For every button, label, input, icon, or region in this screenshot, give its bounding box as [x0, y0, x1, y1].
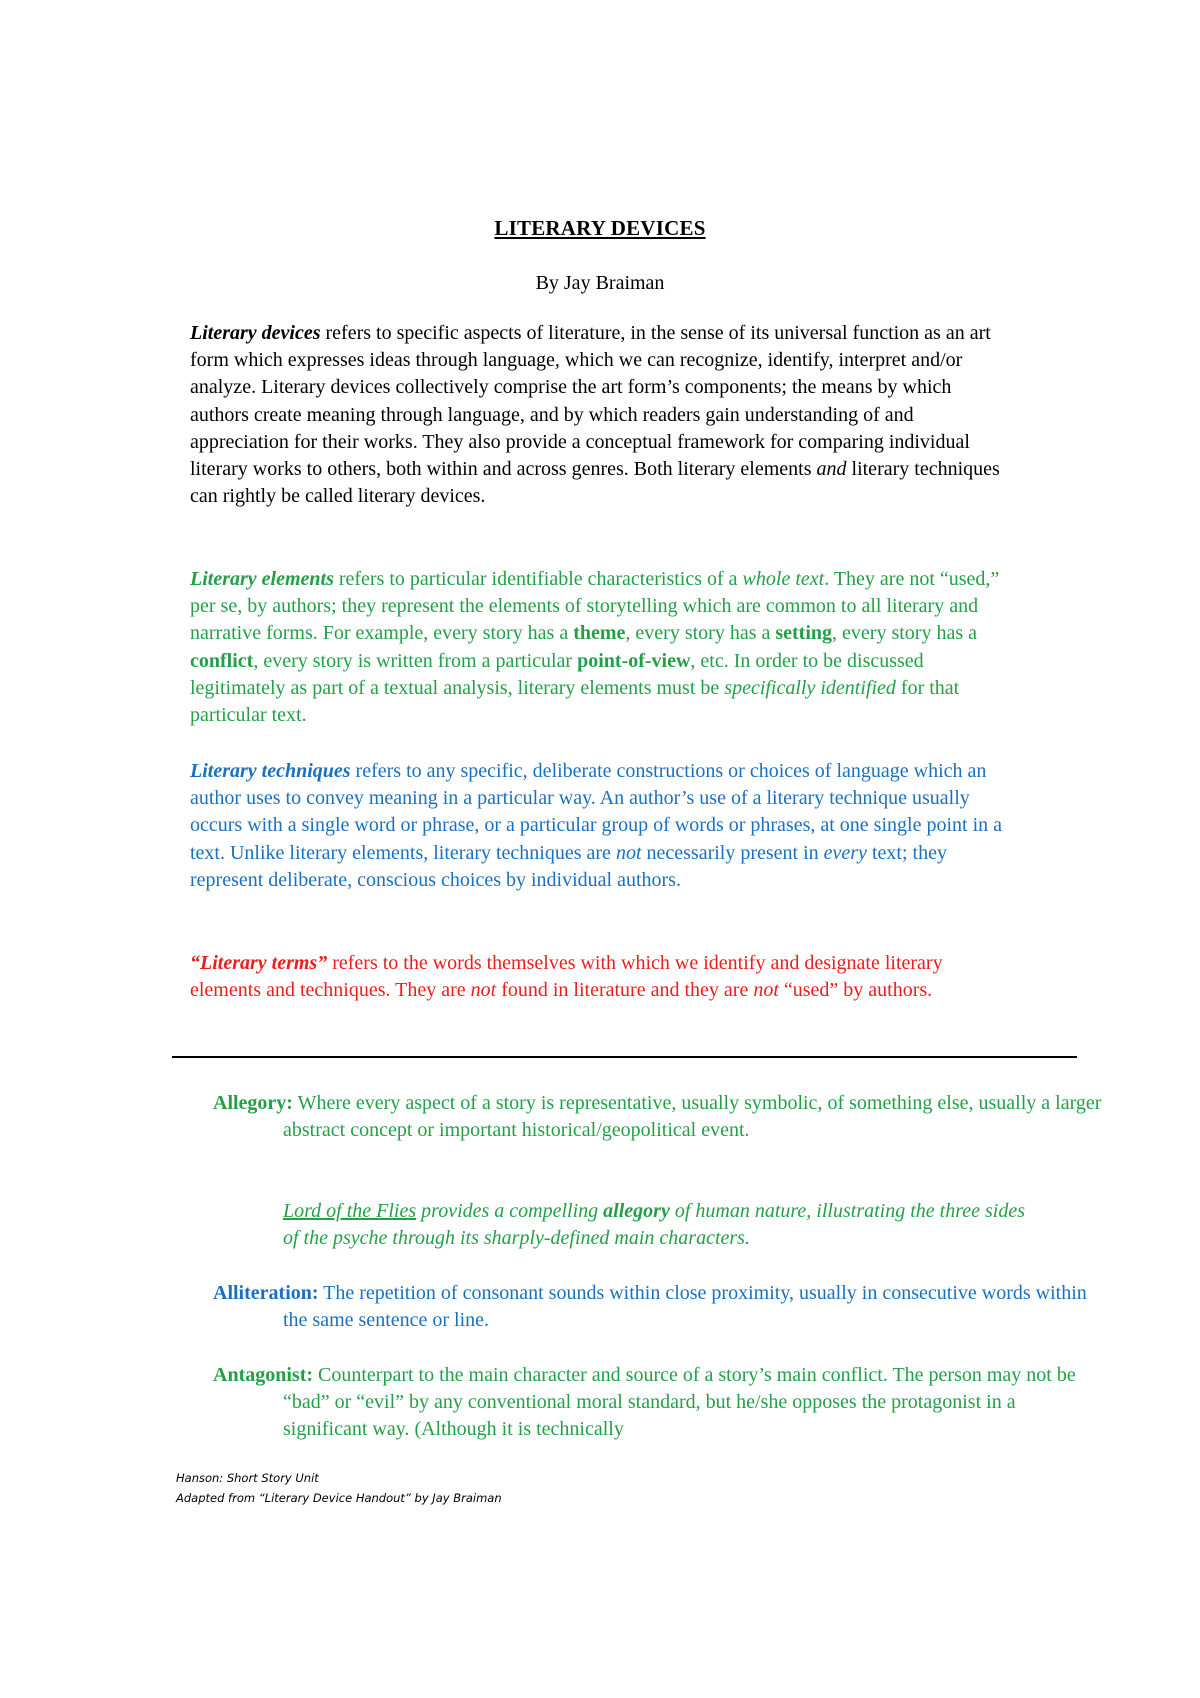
bold-term: setting: [775, 622, 833, 645]
term-literary-techniques: Literary techniques: [190, 760, 351, 782]
glossary-definition: Counterpart to the main character and source of a story’s main conflict. The person may not be “bad” or “evil” by any conventional moral standard, but he/she opposes the protagonist in a significant way. (Although it is technically: [283, 1364, 1076, 1441]
glossary-entry-alliteration: [213, 1280, 1103, 1334]
term-literary-devices: Literary devices: [190, 322, 321, 344]
glossary-term: Antagonist:: [213, 1364, 314, 1386]
emphasis-text: and: [816, 458, 847, 481]
paragraph-text: , every story is written from a particular: [253, 649, 578, 672]
emphasis-text: specifically identified: [724, 676, 896, 699]
glossary-entry-allegory: [213, 1090, 1103, 1144]
paragraph-text: refers to any specific, deliberate constructions or choices of language which an author uses to convey meaning in a particular way. An author’s use of a literary technique usually occurs with a single word or phrase, or a particular group of words or phrases, at one single point in a text. Unlike literary elements, literary techniques are: [190, 760, 1003, 864]
glossary-entry-antagonist: [213, 1362, 1103, 1444]
glossary-definition: Where every aspect of a story is representative, usually symbolic, of something else, usually a larger abstract concept or important historical/geopolitical event.: [283, 1092, 1102, 1142]
emphasis-text: not: [470, 979, 497, 1002]
paragraph-literary-techniques: [190, 758, 1010, 894]
emphasis-text: not: [615, 841, 642, 864]
paragraph-text: refers to particular identifiable characteristics of a: [333, 568, 743, 590]
term-literary-elements: Literary elements: [190, 568, 334, 590]
emphasis-text: every: [823, 841, 867, 864]
document-byline: By Jay Braiman: [535, 272, 665, 294]
term-literary-terms: “Literary terms”: [190, 952, 328, 974]
example-text: provides a compelling: [416, 1200, 604, 1222]
book-title: Lord of the Flies: [283, 1200, 417, 1222]
section-divider: [172, 1056, 1077, 1058]
paragraph-text: “used” by authors.: [778, 979, 933, 1002]
document-title: LITERARY DEVICES: [494, 216, 706, 240]
glossary-term: Alliteration:: [213, 1282, 319, 1304]
paragraph-text: refers to the words themselves with which we identify and designate literary elements and techniques. They are: [190, 952, 943, 1002]
paragraph-text: , every story has a: [832, 622, 977, 645]
paragraph-literary-elements: [190, 566, 1010, 729]
paragraph-literary-terms: [190, 950, 1010, 1004]
paragraph-text: , etc. In order to be discussed legitimately as part of a textual analysis, literary elements must be: [190, 649, 924, 699]
example-bold-term: allegory: [603, 1200, 670, 1222]
paragraph-text: literary techniques can rightly be called literary devices.: [190, 458, 1000, 508]
bold-term: conflict: [190, 649, 254, 672]
footer-line-2: Adapted from “Literary Device Handout” by Jay Braiman: [176, 1491, 502, 1505]
paragraph-text: found in literature and they are: [496, 979, 754, 1002]
paragraph-literary-devices: [190, 320, 1010, 510]
paragraph-text: refers to specific aspects of literature, in the sense of its universal function as an art form which expresses ideas through language, which we can recognize, identify, interpret and/or analyze. Literary devices collectively comprise the art form’s components; the means by which authors create meaning through language, and by which readers gain understanding of and appreciation for their works. They also provide a conceptual framework for comparing individual literary works to others, both within and across genres. Both literary elements: [190, 322, 991, 481]
footer-line-1: Hanson: Short Story Unit: [176, 1471, 319, 1485]
paragraph-text: for that particular text.: [190, 676, 960, 727]
glossary-definition: The repetition of consonant sounds within close proximity, usually in consecutive words within the same sentence or line.: [283, 1282, 1087, 1332]
emphasis-text: whole text: [742, 568, 825, 590]
glossary-example-allegory: [283, 1198, 1043, 1252]
paragraph-text: , every story has a: [625, 622, 776, 645]
paragraph-text: necessarily present in: [641, 841, 824, 864]
emphasis-text: not: [753, 979, 779, 1002]
bold-term: theme: [573, 622, 626, 645]
example-text: of human nature, illustrating the three sides of the psyche through its sharply-defined main characters.: [283, 1200, 1025, 1250]
glossary-term: Allegory:: [213, 1092, 293, 1114]
paragraph-text: text; they represent deliberate, conscious choices by individual authors.: [190, 841, 947, 891]
paragraph-text: . They are not “used,” per se, by authors; they represent the elements of storytelling which are common to all literary and narrative forms. For example, every story has a: [190, 568, 1000, 645]
bold-term: point-of-view: [577, 649, 691, 672]
